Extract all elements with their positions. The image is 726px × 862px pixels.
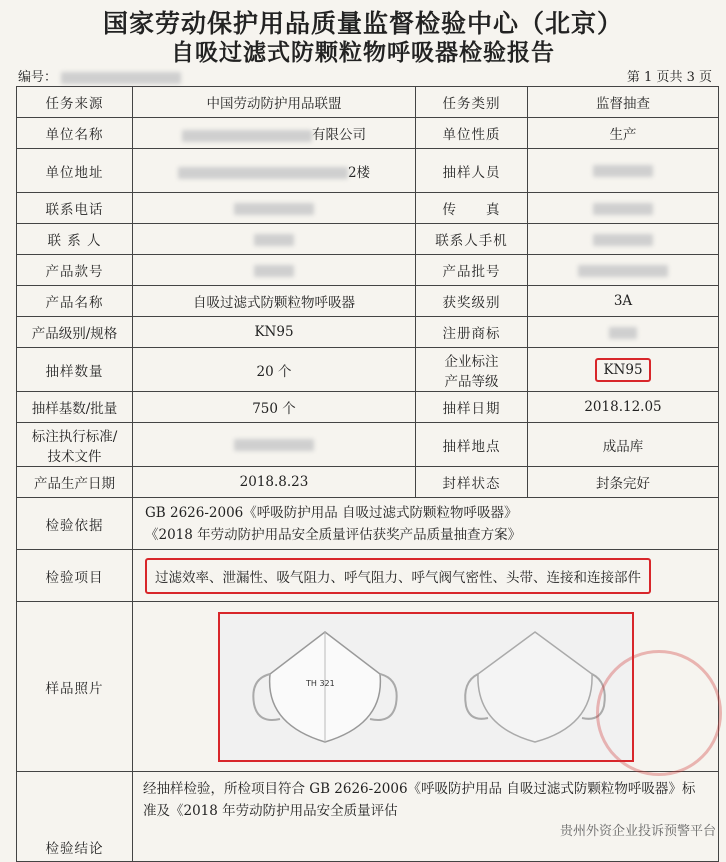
label-fax: 传 真	[416, 193, 528, 224]
label-product-model: 产品款号	[17, 255, 133, 286]
value-sample-location: 成品库	[528, 423, 719, 467]
table-row	[17, 423, 719, 467]
table-row	[17, 498, 719, 550]
value-product-batch	[528, 255, 719, 286]
value-product-model	[133, 255, 416, 286]
label-company-type: 单位性质	[416, 118, 528, 149]
label-task-type: 任务类别	[416, 87, 528, 118]
label-conclusion: 检验结论	[17, 772, 133, 862]
table-row	[17, 224, 719, 255]
value-task-type: 监督抽查	[528, 87, 719, 118]
value-conclusion: 经抽样检验，所检项目符合 GB 2626-2006《呼吸防护用品 自吸过滤式防颗粒物呼吸器》标准及《2018 年劳动防护用品安全质量评估	[133, 772, 719, 862]
label-product-batch: 产品批号	[416, 255, 528, 286]
table-row	[17, 149, 719, 193]
label-photo: 样品照片	[17, 602, 133, 772]
table-row	[17, 87, 719, 118]
source-watermark: 贵州外资企业投诉预警平台	[559, 824, 716, 839]
value-award-level: 3A	[528, 286, 719, 317]
table-row	[17, 348, 719, 392]
value-production-date: 2018.8.23	[133, 467, 416, 498]
enterprise-grade-line1: 企业标注	[444, 353, 499, 370]
table-row	[17, 772, 719, 862]
value-seal-status: 封条完好	[528, 467, 719, 498]
standard-line1: 标注执行标准/	[31, 428, 118, 445]
enterprise-grade-line2: 产品等级	[444, 373, 499, 390]
value-sample-base: 750 个	[133, 392, 416, 423]
sample-photo	[218, 612, 634, 762]
mask-back-icon	[460, 624, 610, 750]
table-row	[17, 118, 719, 149]
report-number	[18, 66, 181, 85]
value-trademark	[528, 317, 719, 348]
label-award-level: 获奖级别	[416, 286, 528, 317]
value-standard	[133, 423, 416, 467]
value-phone	[133, 193, 416, 224]
mask-print-text: TH 321	[305, 678, 335, 688]
label-task-source: 任务来源	[17, 87, 133, 118]
value-product-name: 自吸过滤式防颗粒物呼吸器	[133, 286, 416, 317]
label-trademark: 注册商标	[416, 317, 528, 348]
label-sample-date: 抽样日期	[416, 392, 528, 423]
value-enterprise-grade	[528, 348, 719, 392]
label-contact: 联 系 人	[17, 224, 133, 255]
value-sampler	[528, 149, 719, 193]
value-contact	[133, 224, 416, 255]
value-task-source: 中国劳动防护用品联盟	[133, 87, 416, 118]
table-row	[17, 467, 719, 498]
label-enterprise-grade	[416, 348, 528, 392]
standard-line2: 技术文件	[47, 448, 102, 465]
label-sampler: 抽样人员	[416, 149, 528, 193]
label-items: 检验项目	[17, 550, 133, 602]
table-row	[17, 550, 719, 602]
report-title: 自吸过滤式防颗粒物呼吸器检验报告	[171, 39, 555, 66]
value-contact-mobile	[528, 224, 719, 255]
value-company-name	[133, 118, 416, 149]
label-production-date: 产品生产日期	[17, 467, 133, 498]
label-seal-status: 封样状态	[416, 467, 528, 498]
table-row	[17, 193, 719, 224]
items-highlight: 过滤效率、泄漏性、吸气阻力、呼气阻力、呼气阀气密性、头带、连接和连接部件	[145, 558, 651, 594]
value-company-type: 生产	[528, 118, 719, 149]
mask-front-icon	[250, 624, 400, 750]
label-sample-location: 抽样地点	[416, 423, 528, 467]
address-suffix: 2楼	[347, 164, 371, 181]
value-company-address	[133, 149, 416, 193]
report-center-title: 国家劳动保护用品质量监督检验中心（北京）	[102, 9, 623, 38]
label-sample-qty: 抽样数量	[17, 348, 133, 392]
basis-line1: GB 2626-2006《呼吸防护用品 自吸过滤式防颗粒物呼吸器》	[145, 504, 518, 521]
redacted-number	[61, 72, 181, 84]
page-indicator: 第 1 页共 3 页	[626, 70, 712, 85]
report-number-label: 编号：	[18, 70, 58, 85]
label-company-name: 单位名称	[17, 118, 133, 149]
table-row	[17, 255, 719, 286]
value-fax	[528, 193, 719, 224]
value-items	[133, 550, 719, 602]
label-product-name: 产品名称	[17, 286, 133, 317]
value-sample-date: 2018.12.05	[528, 392, 719, 423]
label-product-grade: 产品级别/规格	[17, 317, 133, 348]
table-row	[17, 392, 719, 423]
label-basis: 检验依据	[17, 498, 133, 550]
value-sample-qty: 20 个	[133, 348, 416, 392]
label-contact-mobile: 联系人手机	[416, 224, 528, 255]
value-product-grade: KN95	[133, 317, 416, 348]
company-suffix: 有限公司	[312, 127, 366, 143]
label-phone: 联系电话	[17, 193, 133, 224]
value-basis	[133, 498, 719, 550]
table-row	[17, 317, 719, 348]
label-standard	[17, 423, 133, 467]
official-stamp	[596, 650, 722, 776]
label-sample-base: 抽样基数/批量	[17, 392, 133, 423]
kn95-highlight: KN95	[595, 358, 650, 382]
basis-line2: 《2018 年劳动防护用品安全质量评估获奖产品质量抽查方案》	[145, 526, 522, 543]
table-row	[17, 286, 719, 317]
label-company-address: 单位地址	[17, 149, 133, 193]
